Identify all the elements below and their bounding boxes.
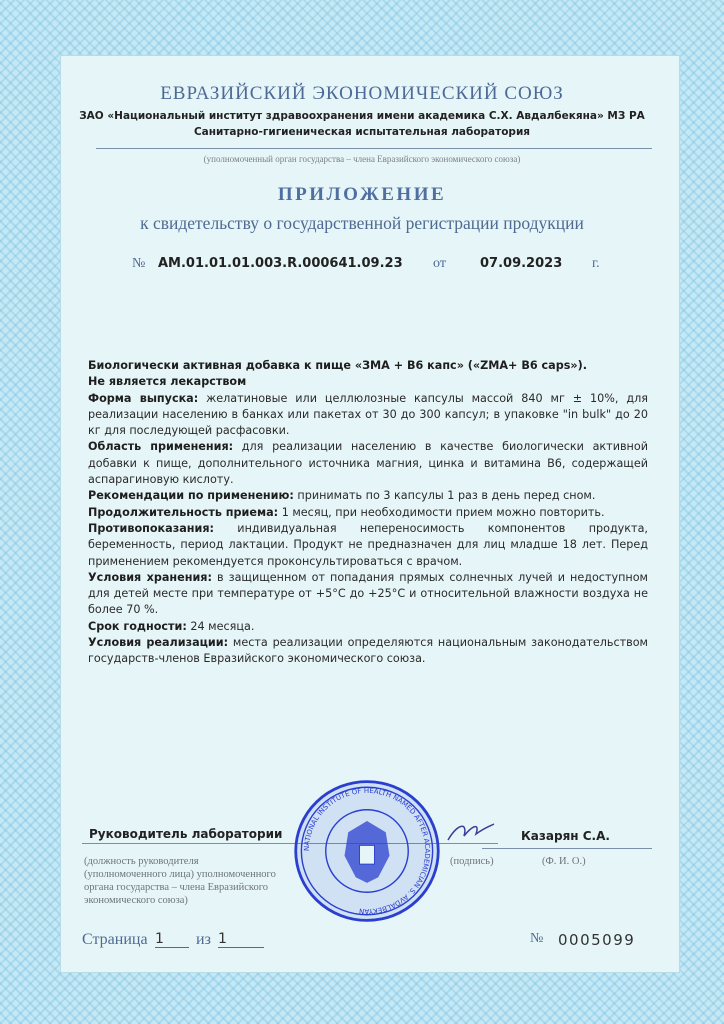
- name-caption: (Ф. И. О.): [542, 856, 586, 867]
- registration-year-suffix: г.: [592, 256, 600, 271]
- section-text: желатиновые или целлюлозные капсулы массой 840 мг ± 10%, для реализации населению в банках или пакетах от 30 до 300 капсул; в упаковке "in bulk" до 20 кг для последующей расфасовки.: [88, 391, 648, 438]
- section-5: [88, 521, 648, 570]
- name-line: [482, 848, 652, 849]
- page-label: Страница: [82, 931, 148, 948]
- serial-number: 0005099: [558, 931, 636, 949]
- section-label: Форма выпуска:: [88, 391, 199, 405]
- document-subtitle: к свидетельству о государственной регистрации продукции: [140, 213, 584, 233]
- document-title: ПРИЛОЖЕНИЕ: [277, 184, 447, 205]
- section-6: [88, 570, 648, 619]
- section-label: Продолжительность приема:: [88, 505, 279, 519]
- page-total: 1: [218, 931, 264, 948]
- position-caption: (должность руководителя (уполномоченного лица) уполномоченного органа государства – члена Евразийского экономического союза): [84, 856, 276, 906]
- not-drug-note: Не является лекарством: [88, 375, 247, 389]
- section-label: Условия хранения:: [88, 570, 212, 584]
- section-2: [88, 439, 648, 488]
- signature-caption: (подпись): [450, 856, 494, 867]
- section-label: Условия реализации:: [88, 636, 229, 650]
- laboratory-name: Санитарно-гигиеническая испытательная лаборатория: [193, 126, 531, 138]
- serial-no-sign: №: [530, 931, 544, 946]
- registration-date: 07.09.2023: [480, 256, 563, 271]
- section-3: [88, 488, 648, 504]
- section-label: Область применения:: [88, 440, 234, 454]
- handwritten-signature: [446, 818, 496, 848]
- signer-name: Казарян С.А.: [521, 829, 610, 843]
- svg-text:NATIONAL INSTITUTE OF HEALTH N: NATIONAL INSTITUTE OF HEALTH NAMED AFTER ACADEMICIAN S. AVDALBEKYAN: [301, 785, 433, 917]
- section-label: Срок годности:: [88, 619, 187, 633]
- section-label: Противопоказания:: [88, 521, 214, 535]
- registration-from: от: [433, 256, 446, 271]
- signer-position: Руководитель лаборатории: [89, 827, 283, 841]
- organization-name: ЗАО «Национальный институт здравоохранения имени академика С.Х. Авдалбекяна» МЗ РА: [79, 110, 645, 122]
- section-7: [88, 619, 648, 635]
- organ-caption: (уполномоченный орган государства – члена Евразийского экономического союза): [203, 154, 521, 164]
- of-label: из: [196, 931, 211, 948]
- section-text: индивидуальная непереносимость компонентов продукта, беременность, период лактации. Продукт не предназначен для лиц младше 18 лет. Перед применением рекомендуется проконсультироваться с врачом.: [88, 521, 648, 568]
- product-description: [88, 358, 648, 668]
- product-name: Биологически активная добавка к пище «ЗМА + В6 капс» («ZMA+ B6 caps»).: [88, 359, 587, 372]
- union-title: ЕВРАЗИЙСКИЙ ЭКОНОМИЧЕСКИЙ СОЮЗ: [160, 83, 564, 104]
- section-4: [88, 505, 648, 521]
- registration-no-sign: №: [132, 256, 146, 271]
- section-1: [88, 391, 648, 440]
- section-text: для реализации населению в качестве биологически активной добавки к пище, дополнительного источника магния, цинка и витамина В6, содержащей аспарагиновую кислоту.: [88, 440, 648, 487]
- section-text: 24 месяца.: [190, 619, 255, 633]
- page-number: 1: [155, 931, 189, 948]
- section-text: принимать по 3 капсулы 1 раз в день перед сном.: [297, 489, 596, 503]
- section-label: Рекомендации по применению:: [88, 489, 294, 503]
- divider: [96, 148, 652, 149]
- section-8: [88, 635, 648, 668]
- registration-number: AM.01.01.01.003.R.000641.09.23: [158, 256, 403, 271]
- section-text: в защищенном от попадания прямых солнечных лучей и недоступном для детей месте при температуре от +5°С до +25°С и относительной влажности воздуха не более 70 %.: [88, 570, 648, 617]
- official-stamp: [292, 776, 442, 926]
- section-text: 1 месяц, при необходимости прием можно повторить.: [281, 505, 605, 519]
- section-text: места реализации определяются национальным законодательством государств-членов Евразийского экономического союза.: [88, 636, 648, 666]
